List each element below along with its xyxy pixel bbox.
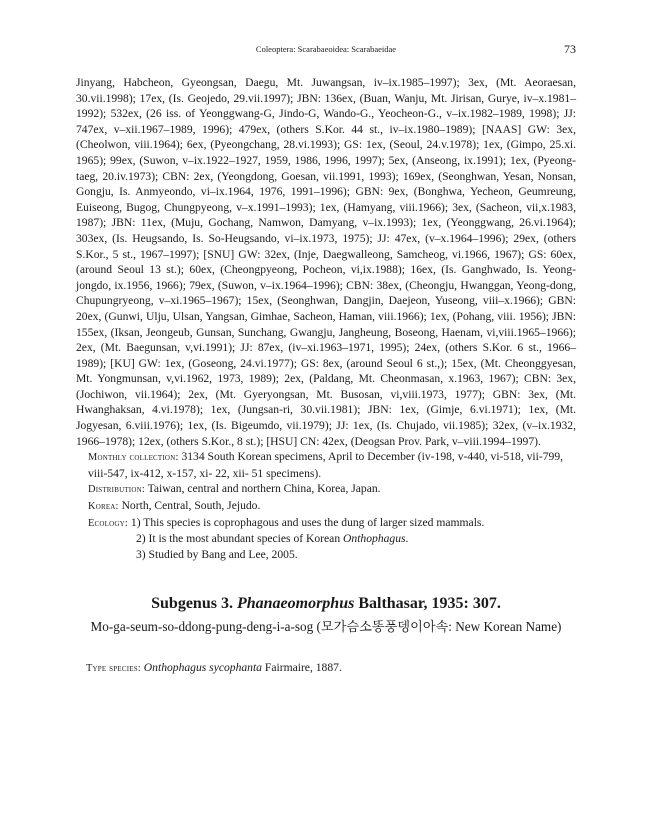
ecology-item-2-suffix: . — [405, 532, 409, 546]
monthly-collection-label: Monthly collection: — [88, 452, 179, 464]
korea-text: North, Central, South, Jejudo. — [121, 499, 261, 513]
ecology-item-3: 3) Studied by Bang and Lee, 2005. — [136, 547, 298, 561]
distribution-paragraph — [88, 481, 576, 498]
distribution-label: Distribution: — [88, 484, 145, 496]
subgenus-prefix: Subgenus 3. — [151, 595, 233, 612]
type-species-label: Type species: — [86, 663, 141, 674]
monthly-collection-text: 3134 South Korean specimens, April to December (iv-198, v-440, vi-518, vii-799, viii-547, ix-412, x-157, xi- 22, xii- 51 specimens). — [88, 450, 564, 480]
korean-name-line: Mo-ga-seum-so-ddong-pung-deng-i-a-sog (모가슴소똥풍뎅이아속: New Korean Name) — [90, 619, 562, 634]
running-header — [76, 42, 576, 58]
type-species-name: Onthophagus sycophanta — [143, 661, 262, 674]
ecology-item-2 — [76, 531, 576, 547]
type-species-author: Fairmaire, 1887. — [264, 661, 342, 674]
type-species-line — [86, 661, 342, 674]
specimen-records: Jinyang, Habcheon, Gyeongsan, Daegu, Mt. Juwangsan, iv–ix.1985–1997); 3ex, (Mt. Aeoraesan, 30.vii.1998); 17ex, (Is. Geojedo, 29.vii.1997); JBN: 136ex, (Buan, Wanju, Mt. Jirisan, Gurye, iv–x.1981–1992); 532ex, (26 iss. of Yeonggwang-G, Jindo-G, Wando-G., Yeocheon-G., v–ix.1982–1989, 1998); JJ: 747ex, v–xii.1967–1989, 1996); 479ex, (others S.Kor. 44 st., iv–ix.1980–1989); [NAAS] GW: 3ex, (Cheolwon, viii.1964); 6ex, (Pyeongchang, 28.vi.1993); GS: 1ex, (Seoul, 24.v.1978); 1ex, (Gimpo, 25.xi. 1965); 99ex, (Suwon, v–ix.1922–1927, 1959, 1986, 1996, 1997); 5ex, (Anseong, ix.1991); 1ex, (Pyeong-taeg, 20.iv.1973); CBN: 2ex, (Yeongdong, Goesan, vii.1991, 1993); 169ex, (Seonghwan, Yesan, Nonsan, Gongju, Is. Anmyeondo, vi–ix.1964, 1976, 1991–1996); GBN: 9ex, (Bonghwa, Yecheon, Geumreung, Euiseong, Bugog, Chungpyeong, v–x.1991–1993); 1ex, (Hamyang, viii.1966); 3ex, (Sacheon, vii,x.1983, 1987); JBN: 11ex, (Muju, Gochang, Namwon, Damyang, v–ix.1993); 1ex, (Yeonggwang, 26.vi.1964); 303ex, (Is. Heugsando, Is. So-Heugsando, vi–ix.1973, 1975); JJ: 47ex, (v–x.1964–1996); 29ex, (others S.Kor., 5 st., 1967–1997); [SNU] GW: 32ex, (Inje, Daegwalleong, Samcheog, vi.1966, 1967); GS: 60ex, (around Seoul 13 st.); 60ex, (Cheongpyeong, Pocheon, vi,ix.1988); 16ex, (Is. Ganghwado, Is. Yeong-jongdo, ix.1956, 1966); 79ex, (Suwon, v–ix.1964–1996); CBN: 38ex, (Cheongju, Hwanggan, Yeong-dong, Chupungryeong, v–xi.1965–1967); 15ex, (Seonghwan, Dangjin, Daejeon, Yuseong, viii–x.1966); GBN: 20ex, (Gunwi, Ulju, Ulsan, Yangsan, Gimhae, Sacheon, Haman, viii.1966); 1ex, (Pohang, viii. 1956); JBN: 155ex, (Iksan, Jeongeub, Gunsan, Sunchang, Gwangju, Jangheung, Boseong, Haenam, vi,viii.1965–1966); 2ex, (Mt. Baegunsan, v,vi.1991); JJ: 87ex, (iv–xi.1963–1971, 1995); 24ex, (others S.Kor. 6 st., 1966– 1989); [KU] GW: 1ex, (Goseong, 24.vi.1977); GS: 8ex, (around Seoul 6 st.,); 15ex, (Mt. Cheonggyesan, Mt. Yongmunsan, v,vi.1962, 1973, 1989); 2ex, (Paldang, Mt. Cheonmasan, x.1963, 1967); CBN: 3ex, (Jochiwon, vii.1964); 2ex, (Mt. Gyeryongsan, Mt. Busosan, vi,viii.1973, 1977); GBN: 3ex, (Mt. Hwanghaksan, 4.vi.1978); 1ex, (Jungsan-ri, 30.vii.1981); JBN: 1ex, (Gimje, 6.vi.1971); 1ex, (Mt. Jogyesan, 6.viii.1976); 1ex, (Is. Bigeumdo, vii.1979); JJ: 1ex, (Is. Chujado, vii.1985); 32ex, (v–ix.1932, 1966–1978); 12ex, (others S.Kor., 8 st.); [HSU] CN: 42ex, (Deogsan Prov. Park, v–viii.1994–1997). — [76, 76, 576, 448]
main-text — [76, 75, 576, 562]
ecology-item-2-prefix: 2) It is the most abundant species of Korean — [136, 532, 341, 546]
monthly-collection-paragraph — [88, 449, 576, 481]
ecology-paragraph — [88, 515, 576, 532]
distribution-text: Taiwan, central and northern China, Korea, Japan. — [147, 482, 381, 496]
subgenus-name: Phanaeomorphus — [236, 595, 355, 612]
ecology-label: Ecology: — [88, 517, 128, 529]
running-head-title: Coleoptera: Scarabaeoidea: Scarabaeidae — [255, 44, 397, 54]
subgenus-author: Balthasar, 1935: 307. — [358, 595, 501, 612]
page-number: 73 — [564, 42, 576, 56]
ecology-item-2-genus: Onthophagus — [343, 532, 406, 546]
korea-label: Korea: — [88, 501, 119, 513]
subgenus-heading — [40, 595, 612, 613]
ecology-item-1: 1) This species is coprophagous and uses the dung of larger sized mammals. — [130, 515, 485, 529]
korea-paragraph — [88, 498, 576, 515]
